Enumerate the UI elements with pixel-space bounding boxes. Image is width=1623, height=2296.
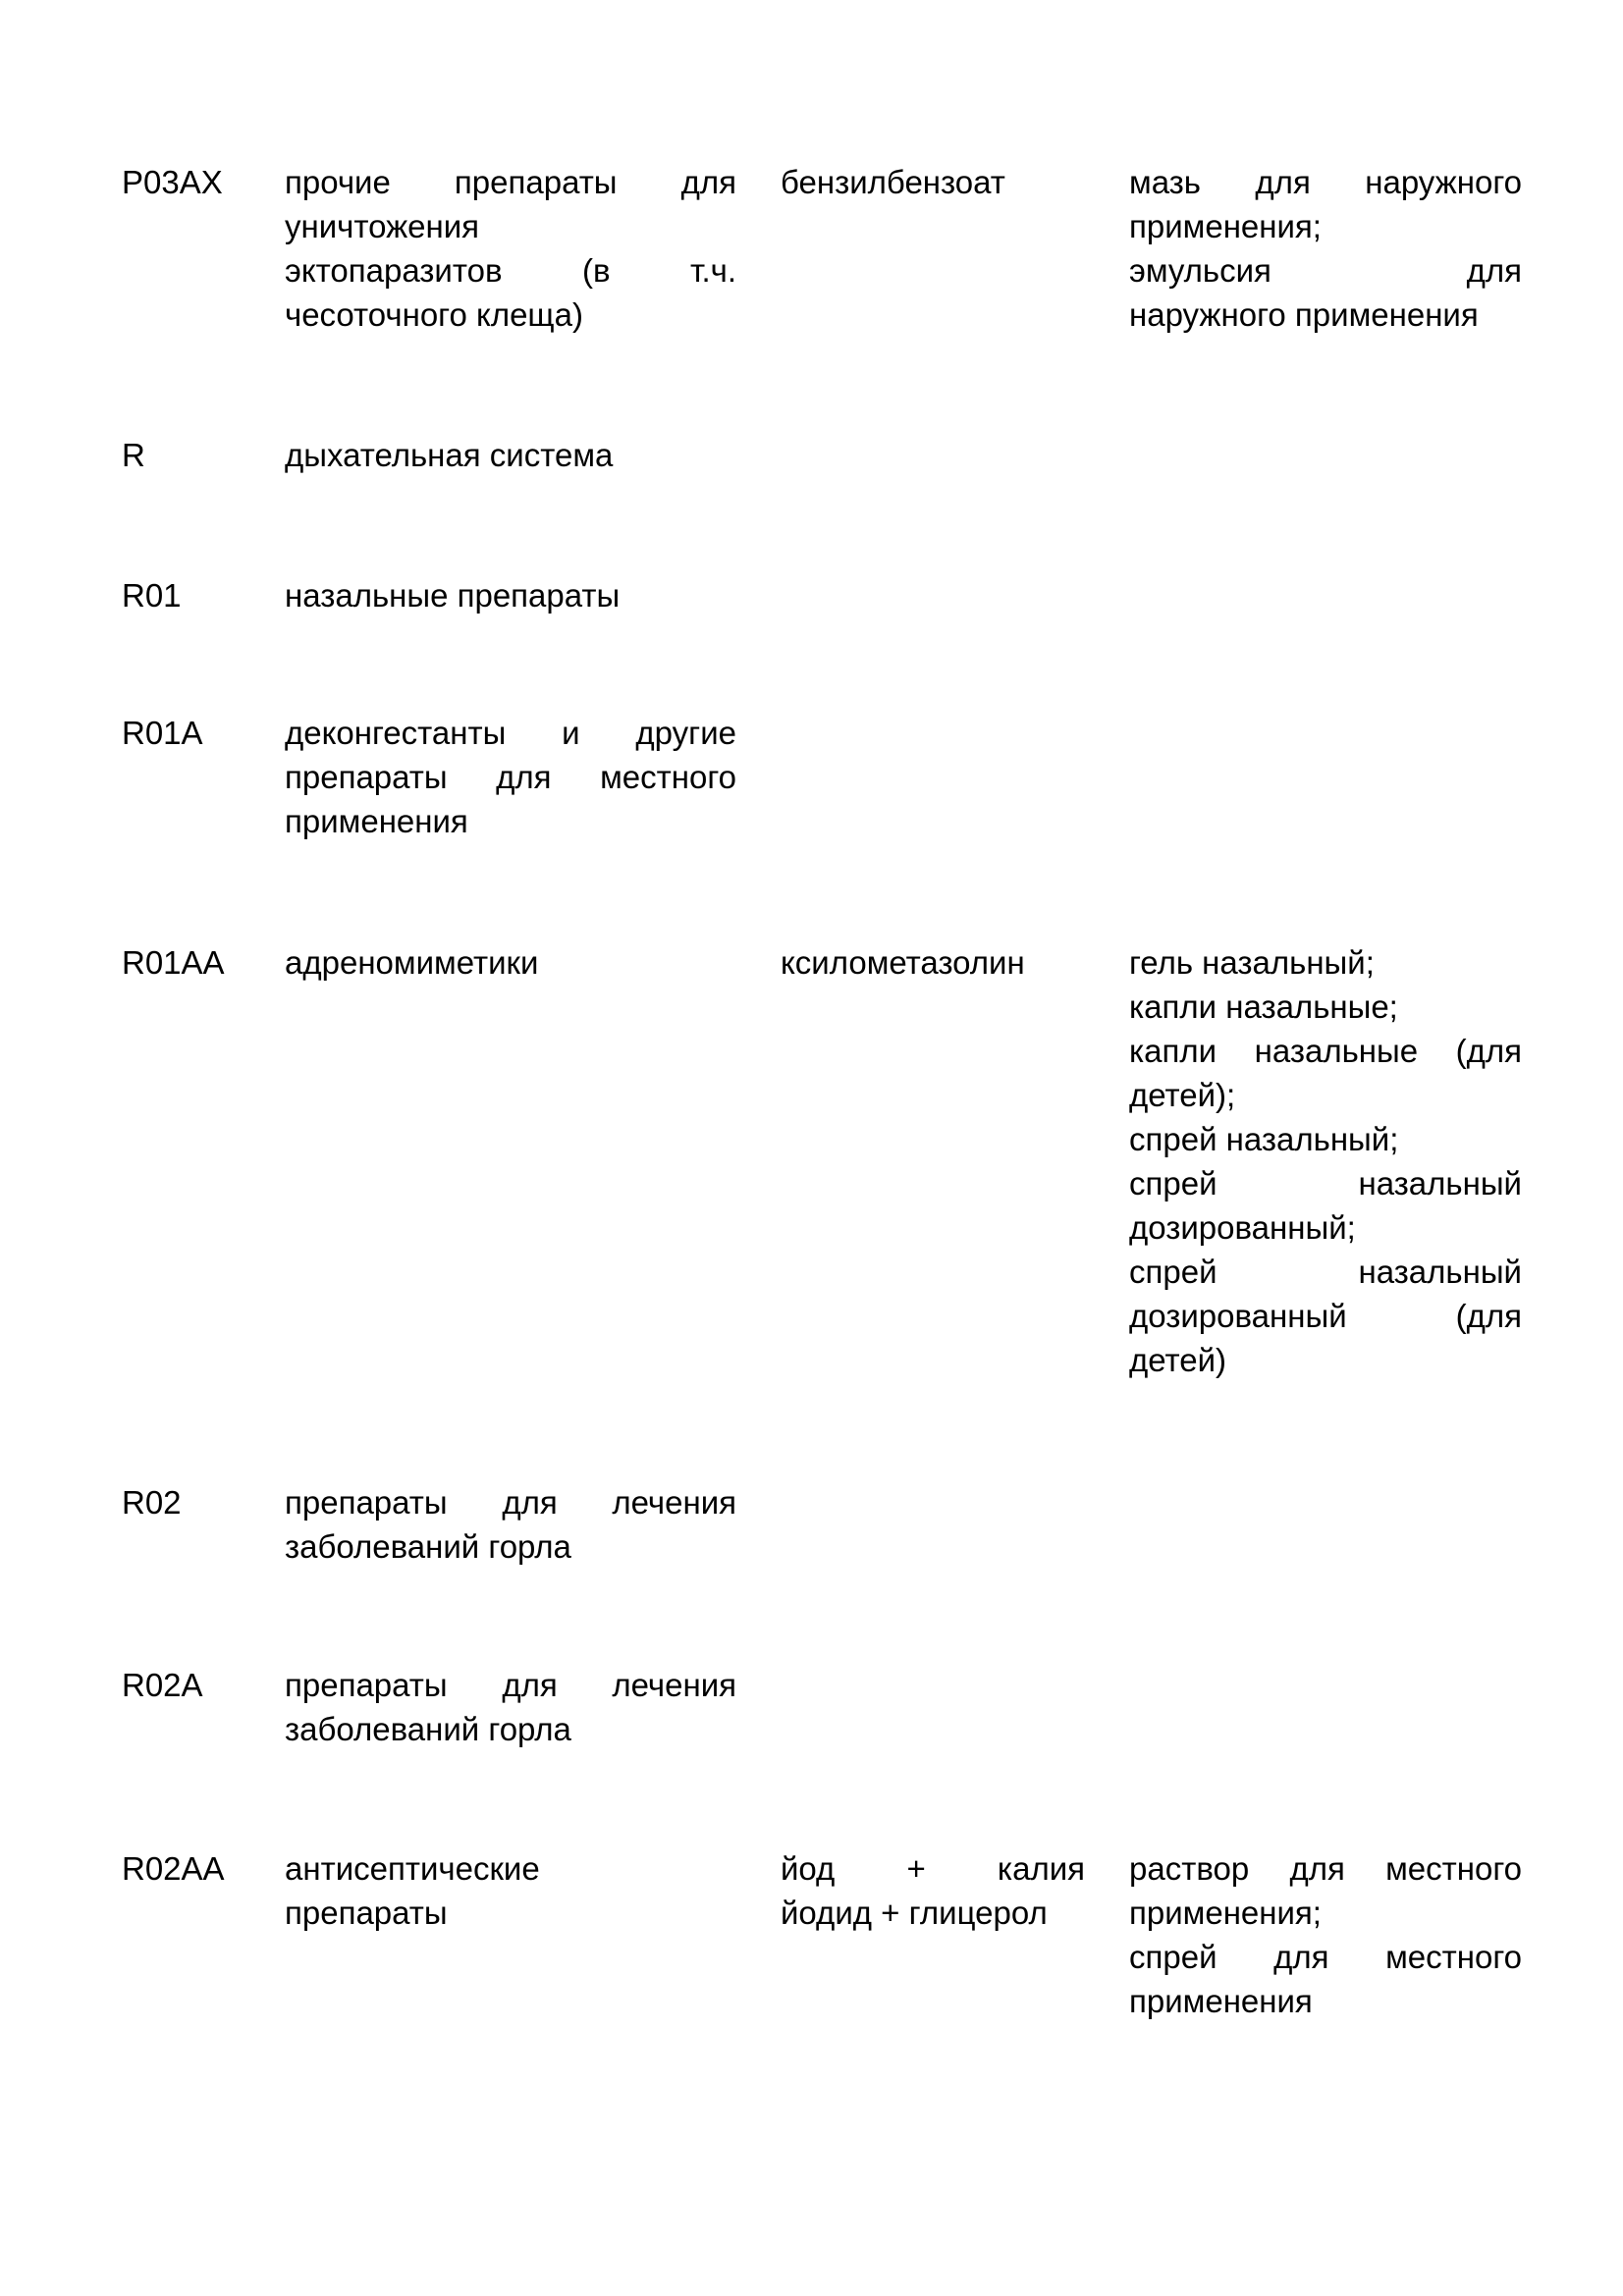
anatomical-group: адреномиметики — [285, 944, 539, 981]
atc-code: R02A — [122, 1667, 203, 1703]
atc-code: P03AX — [122, 164, 223, 200]
drug-name: ксилометазолин — [781, 944, 1025, 981]
atc-code: R — [122, 437, 145, 473]
anatomical-group: антисептические препараты — [285, 1850, 540, 1931]
drug-name: бензилбензоат — [781, 164, 1005, 200]
drug-name: йод + калия йодид + глицерол — [781, 1850, 1085, 1931]
anatomical-group: деконгестанты и другие препараты для местного применения — [285, 715, 736, 839]
atc-code: R01A — [122, 715, 203, 751]
atc-code: R02AA — [122, 1850, 225, 1887]
anatomical-group: прочие препараты для уничтожения эктопаразитов (в т.ч. чесоточного клеща) — [285, 164, 736, 333]
atc-code: R02 — [122, 1484, 182, 1521]
dosage-forms: мазь для наружного применения; эмульсия для наружного применения — [1129, 164, 1522, 333]
anatomical-group: препараты для лечения заболеваний горла — [285, 1484, 736, 1565]
atc-code: R01 — [122, 577, 182, 614]
anatomical-group: назальные препараты — [285, 577, 621, 614]
atc-code: R01AA — [122, 944, 225, 981]
dosage-forms: гель назальный; капли назальные; капли назальные (для детей); спрей назальный; спрей назальный дозированный; спрей назальный дозированный (для детей) — [1129, 944, 1522, 1378]
anatomical-group: препараты для лечения заболеваний горла — [285, 1667, 736, 1747]
anatomical-group: дыхательная система — [285, 437, 614, 473]
dosage-forms: раствор для местного применения; спрей для местного применения — [1129, 1850, 1522, 2019]
